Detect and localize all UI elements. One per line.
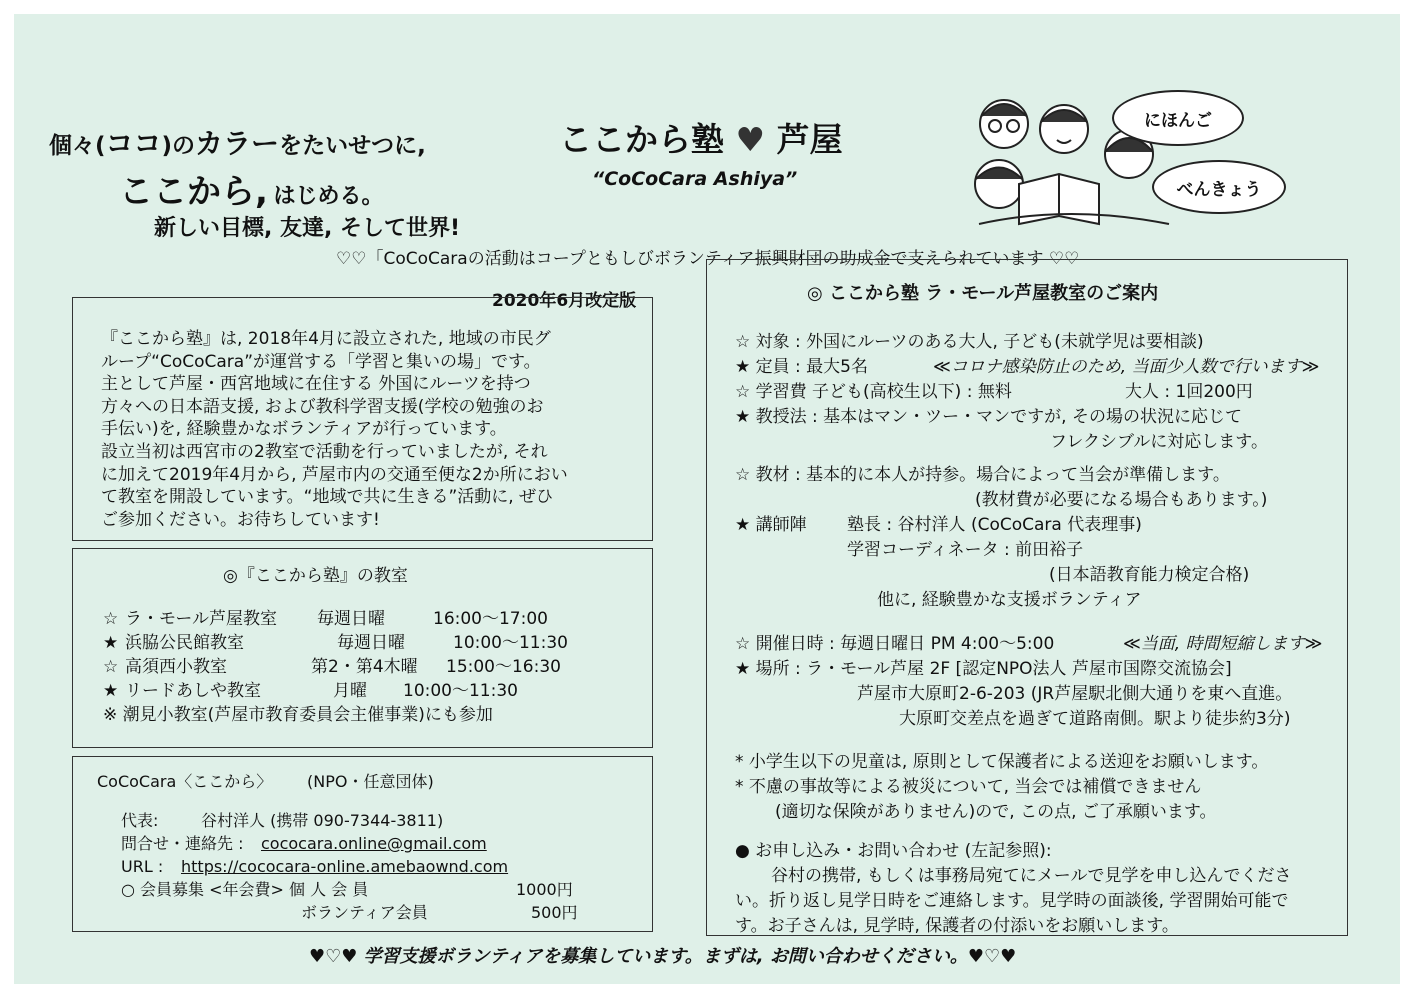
url-label: URL : xyxy=(121,857,164,876)
classrooms-title: ◎『ここから塾』の教室 xyxy=(223,566,408,586)
apply-line-3: す。お子さんは, 見学時, 保護者の付添いをお願いします。 xyxy=(735,916,1179,936)
materials-line: ☆ 教材 : 基本的に本人が持参。場合によって当会が準備します。 xyxy=(735,465,1230,485)
rep-label: 代表: xyxy=(121,811,159,830)
star-outline-icon: ☆ xyxy=(103,657,119,677)
tagline-line1 xyxy=(49,122,426,162)
flyer-page xyxy=(14,14,1400,984)
email-link[interactable]: cococara.online@gmail.com xyxy=(261,834,487,853)
teachers-line xyxy=(735,513,1322,538)
intro-line: 方々への日本語支援, および教科学習支援(学校の勉強のお xyxy=(101,396,544,417)
fee-line xyxy=(735,380,1322,405)
note-2: * 不慮の事故等による被災について, 当会では補償できません xyxy=(735,777,1202,797)
apply-title: ● お申し込み・お問い合わせ (左記参照): xyxy=(735,841,1052,861)
classroom-list xyxy=(103,607,568,727)
capacity-note: ≪コロナ感染防止のため, 当面少人数で行います≫ xyxy=(933,357,1320,377)
ashiya-details xyxy=(735,330,1322,939)
classroom-time: 10:00〜11:30 xyxy=(403,681,518,701)
teachers-label: ★ 講師陣 xyxy=(735,515,807,535)
classroom-note: ※ 潮見小教室(芦屋市教育委員会主催事業)にも参加 xyxy=(103,705,493,725)
intro-line: て教室を開設しています。“地域で共に生きる”活動に, ぜひ xyxy=(101,487,554,508)
tagline-kara: カラー xyxy=(195,127,280,160)
capacity: ★ 定員 : 最大5名 xyxy=(735,357,868,377)
method-line: ★ 教授法 : 基本はマン・ツー・マンですが, その場の状況に応じて xyxy=(735,407,1242,427)
contact-url xyxy=(121,855,578,878)
speech-bubble-nihongo xyxy=(1112,90,1244,146)
contact-rep xyxy=(121,809,578,832)
teacher-2-note: (日本語教育能力検定合格) xyxy=(1049,565,1250,585)
classroom-name: ラ・モール芦屋教室 xyxy=(125,609,277,629)
website-link[interactable]: https://cococara-online.amebaownd.com xyxy=(181,857,509,876)
bubble-text: べんきょう xyxy=(1176,179,1262,200)
target-line: ☆ 対象 : 外国にルーツのある大人, 子ども(未就学児は要相談) xyxy=(735,332,1204,352)
revision-label: 2020年6月改定版 xyxy=(492,291,637,311)
volunteer-label: ボランティア会員 xyxy=(301,903,428,922)
capacity-line xyxy=(735,355,1322,380)
member-label: ○ 会員募集 <年会費> 個 人 会 員 xyxy=(121,880,369,899)
footer-banner: ♥♡♥ 学習支援ボランティアを募集しています。まずは, お問い合わせください。♥♡♥ xyxy=(309,946,1017,967)
intro-line: 手伝い)を, 経験豊かなボランティアが行っています。 xyxy=(101,419,507,440)
heart-icon: ♥ xyxy=(735,120,766,159)
membership xyxy=(121,878,578,901)
classroom-day: 毎週日曜 xyxy=(317,609,385,629)
classroom-name: 高須西小教室 xyxy=(125,657,227,677)
star-filled-icon: ★ xyxy=(103,681,119,701)
address-line: 芦屋市大原町2-6-203 (JR芦屋駅北側大通りを東へ直進。 xyxy=(857,684,1293,704)
schedule-note: ≪当面, 時間短縮します≫ xyxy=(1123,634,1323,654)
volunteer-membership xyxy=(121,901,578,924)
intro-line: 『ここから塾』は, 2018年4月に設立された, 地域の市民グ xyxy=(101,329,551,349)
title-left: ここから塾 xyxy=(559,120,724,159)
intro-line: ご参加ください。お待ちしています! xyxy=(101,509,380,530)
star-outline-icon: ☆ xyxy=(103,609,119,629)
classroom-time: 16:00〜17:00 xyxy=(433,609,548,629)
fee-child: ☆ 学習費 子ども(高校生以下) : 無料 xyxy=(735,382,1012,402)
page-title xyxy=(559,114,843,161)
intro-line: に加えて2019年4月から, 芦屋市内の交通至便な2か所におい xyxy=(101,464,568,485)
speech-bubble-benkyou xyxy=(1152,160,1286,214)
contact-lines xyxy=(121,809,578,924)
intro-line: ループ“CoCoCara”が運営する「学習と集いの場」です。 xyxy=(101,351,541,372)
classroom-day: 毎週日曜 xyxy=(337,633,405,653)
org-type: (NPO・任意団体) xyxy=(307,772,434,791)
tagline-koko: ココ xyxy=(105,127,162,160)
bubble-text: にほんご xyxy=(1144,110,1212,131)
ashiya-title: ◎ ここから塾 ラ・モール芦屋教室のご案内 xyxy=(807,283,1159,304)
fee-adult: 大人 : 1回200円 xyxy=(1125,382,1253,402)
tagline-part: 個々( xyxy=(49,133,106,159)
intro-box xyxy=(72,297,653,541)
teacher-2: 学習コーディネータ : 前田裕子 xyxy=(847,540,1084,560)
apply-line-2: い。折り返し見学日時をご連絡します。見学時の面談後, 学習開始可能で xyxy=(735,891,1289,911)
materials-line2: (教材費が必要になる場合もあります。) xyxy=(975,490,1268,510)
grant-notice: ♡♡「CoCoCaraの活動はコープともしびボランティア振興財団の助成金で支えられています ♡♡ xyxy=(336,249,1080,269)
note-1: * 小学生以下の児童は, 原則として保護者による送迎をお願いします。 xyxy=(735,752,1269,772)
classroom-day: 第2・第4木曜 xyxy=(311,657,418,677)
intro-line: 設立当初は西宮市の2教室で活動を行っていましたが, それ xyxy=(101,441,548,462)
tagline-part: )の xyxy=(161,133,196,159)
volunteer-fee: 500円 xyxy=(531,903,578,922)
page-subtitle: “CoCoCara Ashiya” xyxy=(592,168,798,190)
tagline-kokokara: ここから, xyxy=(119,172,268,212)
method-line2: フレクシブルに対応します。 xyxy=(1050,432,1268,452)
note-3: (適切な保険がありません)ので, この点, ご了承願います。 xyxy=(775,802,1217,822)
schedule: ☆ 開催日時 : 毎週日曜日 PM 4:00〜5:00 xyxy=(735,634,1055,654)
classroom-item xyxy=(103,679,568,703)
member-fee: 1000円 xyxy=(516,880,573,899)
schedule-line xyxy=(735,632,1322,657)
contact-email xyxy=(121,832,578,855)
apply-line-1: 谷村の携帯, もしくは事務局宛てにメールで見学を申し込んでくださ xyxy=(771,866,1292,886)
classroom-time: 15:00〜16:30 xyxy=(446,657,561,677)
classroom-time: 10:00〜11:30 xyxy=(453,633,568,653)
classroom-item xyxy=(103,607,568,631)
intro-text xyxy=(101,328,568,531)
address-line2: 大原町交差点を過ぎて道路南側。駅より徒歩約3分) xyxy=(899,709,1291,729)
tagline-part: をたいせつに, xyxy=(279,133,426,159)
tagline-line2 xyxy=(119,164,384,213)
teacher-1: 塾長 : 谷村洋人 (CoCoCara 代表理事) xyxy=(847,515,1142,535)
classroom-item xyxy=(103,631,568,655)
tagline-hajimeru: はじめる。 xyxy=(273,184,384,209)
classroom-name: 浜脇公民館教室 xyxy=(125,633,244,653)
org-name: CoCoCara〈ここから〉 xyxy=(97,772,273,791)
ashiya-info-box xyxy=(706,259,1348,936)
teacher-3: 他に, 経験豊かな支援ボランティア xyxy=(877,590,1142,610)
classrooms-box xyxy=(72,548,653,748)
contact-org xyxy=(97,771,434,793)
rep-value: 谷村洋人 (携帯 090-7344-3811) xyxy=(201,811,444,830)
intro-line: 主として芦屋・西宮地域に在住する 外国にルーツを持つ xyxy=(101,374,531,395)
classroom-name: リードあしや教室 xyxy=(125,681,261,701)
classroom-item xyxy=(103,655,568,679)
star-filled-icon: ★ xyxy=(103,633,119,653)
tagline-line3: 新しい目標, 友達, そして世界! xyxy=(154,216,461,241)
place-line: ★ 場所 : ラ・モール芦屋 2F [認定NPO法人 芦屋市国際交流協会] xyxy=(735,659,1232,679)
inquiry-label: 問合せ・連絡先 : xyxy=(121,834,244,853)
classroom-day: 月曜 xyxy=(333,681,367,701)
contact-box xyxy=(72,756,653,932)
title-right: 芦屋 xyxy=(776,120,843,159)
